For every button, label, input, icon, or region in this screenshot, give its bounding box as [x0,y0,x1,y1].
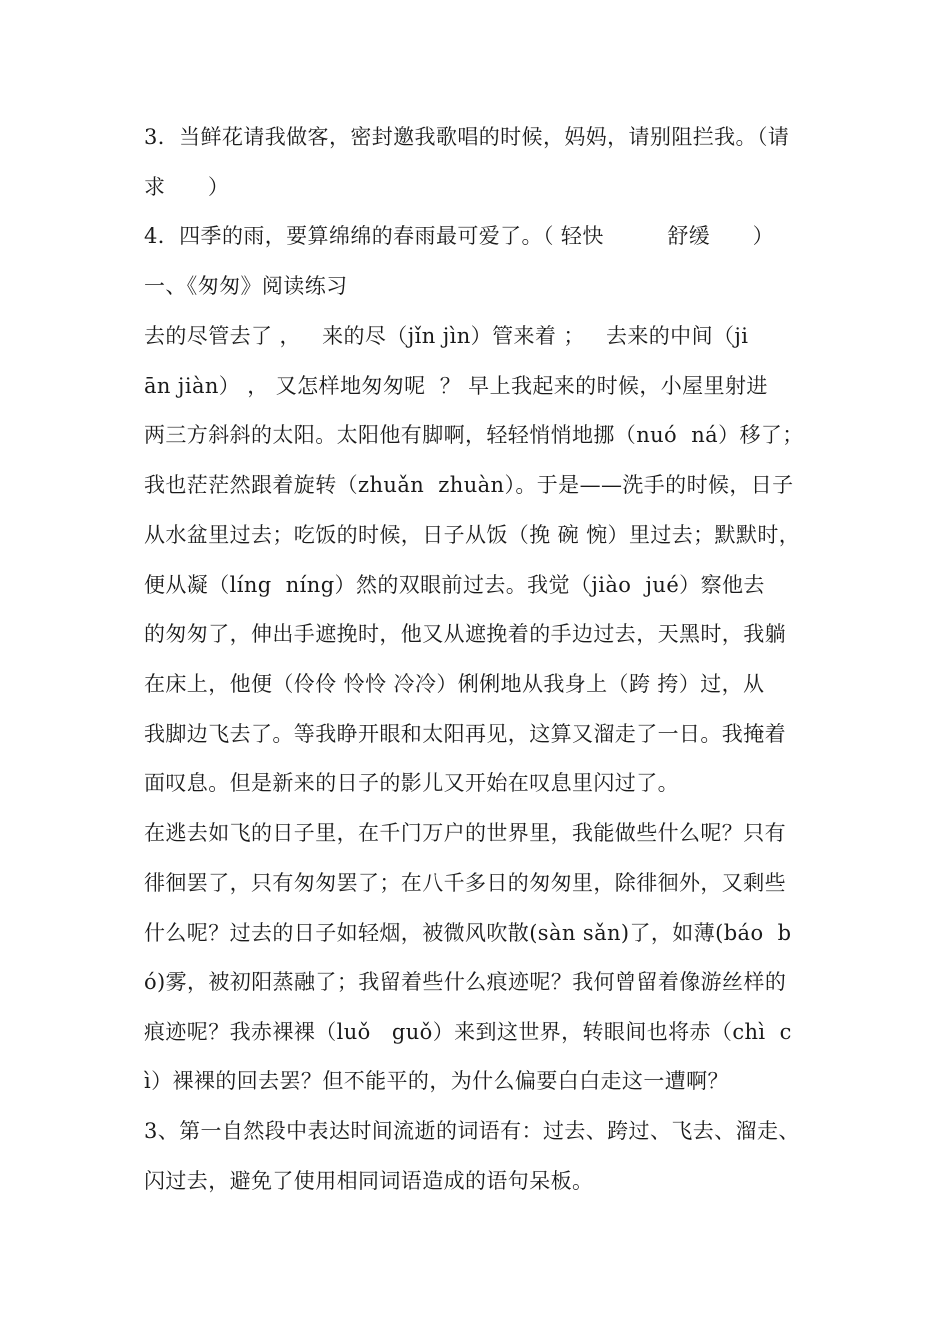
text-line: 便从凝（líng níng）然的双眼前过去。我觉（jiào jué）察他去 [144,573,765,597]
section-heading: 一、《匆匆》阅读练习 [144,274,348,298]
text-line: 求 ） [144,175,230,199]
text-line: 面叹息。但是新来的日子的影儿又开始在叹息里闪过了。 [144,771,679,795]
text-line: 我脚边飞去了。等我睁开眼和太阳再见，这算又溜走了一日。我掩着 [144,722,786,746]
text-line: 什么呢？过去的日子如轻烟，被微风吹散(sàn sǎn)了，如薄(báo b [144,921,792,945]
text-line: 的匆匆了，伸出手遮挽时，他又从遮挽着的手边过去，天黑时，我躺 [144,622,786,646]
text-line: ān jiàn） ， 又怎样地匆匆呢 ？ 早上我起来的时候，小屋里射进 [144,374,768,398]
text-line: 在床上，他便（伶伶 怜怜 冷冷）俐俐地从我身上（跨 挎）过，从 [144,672,765,696]
text-line: 徘徊罢了，只有匆匆罢了；在八千多日的匆匆里，除徘徊外，又剩些 [144,871,786,895]
text-line: 去的尽管去了 ， 来的尽（jǐn jìn）管来着 ； 去来的中间（ji [144,324,749,348]
text-line: 3．当鲜花请我做客，密封邀我歌唱的时候，妈妈，请别阻拦我。（请 [144,125,790,149]
text-line: 闪过去，避免了使用相同词语造成的语句呆板。 [144,1169,594,1193]
text-line: 3、第一自然段中表达时间流逝的词语有：过去、跨过、飞去、溜走、 [144,1119,800,1143]
text-line: 两三方斜斜的太阳。太阳他有脚啊，轻轻悄悄地挪（nuó ná）移了； [144,423,804,447]
text-line: 痕迹呢？我赤裸裸（luǒ guǒ）来到这世界，转眼间也将赤（chì c [144,1020,792,1044]
text-line: ó)雾，被初阳蒸融了；我留着些什么痕迹呢？我何曾留着像游丝样的 [144,970,787,994]
text-line: 在逃去如飞的日子里，在千门万户的世界里，我能做些什么呢？只有 [144,821,786,845]
text-line: 从水盆里过去；吃饭的时候，日子从饭（挽 碗 惋）里过去；默默时， [144,523,801,547]
text-line: 我也茫茫然跟着旋转（zhuǎn zhuàn）。于是——洗手的时候，日子 [144,473,794,497]
text-line: ì）裸裸的回去罢？但不能平的，为什么偏要白白走这一遭啊？ [144,1069,729,1093]
text-line: 4．四季的雨，要算绵绵的春雨最可爱了。（ 轻快 舒缓 ） [144,224,775,248]
